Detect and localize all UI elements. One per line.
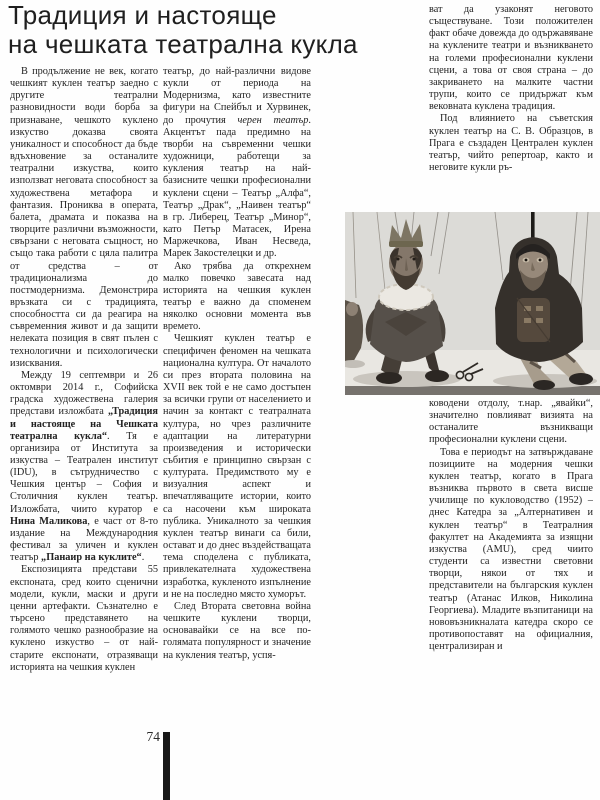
article-title-line2: на чешката театрална кукла xyxy=(8,29,358,59)
paragraph: ват да узаконят неговото съществуване. Този положителен факт обаче довежда до одържавяване на куклените театри и възникването на големи професионални куклени сцени, а това от своя страна – до закриването на малките частни трупи, които се придържат към вековната куклена традиция. xyxy=(429,4,593,113)
puppets-photo-illustration xyxy=(345,212,600,395)
paragraph: Между 19 септември и 26 октомври 2014 г., Софийска градска художествена галерия представи изложбата „Традиция и настояще на Чешката театрална кукла“. Тя е организира от Института за изкуства – Театрален институт (IDU), в сътрудничество с Чешкия център – София и Столичния куклен театър. Изложбата, чиито куратор е Нина Маликова, е част от 8-то издание на Международния фестивал за уличен и куклен театър „Панаир на куклите“. xyxy=(10,369,158,564)
page-number: 74 xyxy=(146,729,160,744)
puppets-photo xyxy=(345,212,600,395)
paragraph: След Втората световна война чешките куклени творци, основавайки се на все по-голямата популярност и значение на кукления театър, успя- xyxy=(163,600,311,661)
article-title-line1: Традиция и настояще xyxy=(8,0,277,30)
text-column-2 xyxy=(163,66,311,728)
footer-bar xyxy=(163,732,170,800)
text-column-1 xyxy=(10,66,158,728)
paragraph: Експозицията представи 55 експоната, сред които сценични модели, кукли, маски и други ценни артефакти. Съзнателно е търсено представянето на голямото чешко разнообразие на куклено изкуство – от най-старите експонати, отразяващи историята на чешкия куклен xyxy=(10,564,158,673)
paragraph: Под влиянието на съветския куклен театър на С. В. Образцов, в Прага е създаден Централен куклен театър, чийто репертоар, както и неговите кукли ръ- xyxy=(429,113,593,174)
paragraph: театър, до най-различни видове кукли от периода на Модернизма, като известните фигури на Спейбъл и Хурвинек, до прочутия черен театър. Акцентът пада предимно на творби на съвременни чешки художници, работещи за кукления театър на най-базисните чешки професионални куклени сцени – Театър „Алфа“, Театър „Драк“, „Наивен театър“ в гр. Либерец, Театър „Минор“, като Петър Матасек, Ирена Маржечкова, Иван Несведа, Марек Закостелецки и др. xyxy=(163,66,311,260)
text-column-3-lower xyxy=(429,398,593,728)
paragraph: ководени отдолу, т.нар. „явайки“, значително повлияват визията на останалите възникващи професионални куклени сцени. xyxy=(429,398,593,446)
paragraph: Ако трябва да открехнем малко повечко завесата над историята на чешкия куклен театър е важно да споменем няколко основни момента във времето. xyxy=(163,260,311,333)
article-title xyxy=(8,1,408,59)
paragraph: Това е периодът на затвърждаване позициите на модерния чешки куклен театър, когато в Прага възниква първото в света висше училище по кукловодство (1952) – днес Катедра за „Алтернативен и куклен театър“ в Театралния факултет на Академията за изящни изкуства (AMU), сред чиито студенти са известни световни творци, някои от тях и представители на българския куклен театър (Атанас Илков, Николина Георгиева). Младите възпитаници на нововъзникналата катедра скоро се противопоставят на официалния, централизиран и xyxy=(429,446,593,653)
paragraph: В продължение не век, когато чешкият куклен театър заедно с другите театрални разновидности води борба за признаване, чешкото куклено изкуство доказва своята уникалност и способност да бъде вдъхновение за останалите театрални изкуства, които използват неговата способност за художествена метафора и фантазия. Прониква в операта, балета, драмата и показва на творците различни възможности, свързани с неговата същност, но също така работи с цяла палитра от средства – от традиционализма до постмодернизма. Демонстрира връзката си с традицията, способността си да реагира на съвременния живот и да защити нелеката позиция в свят пълен с технологични и психологически изисквания. xyxy=(10,66,158,369)
text-column-3-upper xyxy=(429,4,593,211)
paragraph: Чешкият куклен театър е специфичен феномен на чешката национална култура. От началото си през втората половина на XVII век той е не само достъпен за всички групи от населението и начин за контакт с театралната култура, но чрез различните адаптации на литературни произведения и исторически събития е принципно свързан с културата. Предимството му е визуалния аспект и впечатляващите истории, които са насочени към широката публика. Уникалното за чешкия куклен театър винаги са били, остават и до днес въздействащата тема споделена с публиката, привлекателната художествена изработка, кукленото изпълнение и не на последно място хуморът. xyxy=(163,333,311,600)
